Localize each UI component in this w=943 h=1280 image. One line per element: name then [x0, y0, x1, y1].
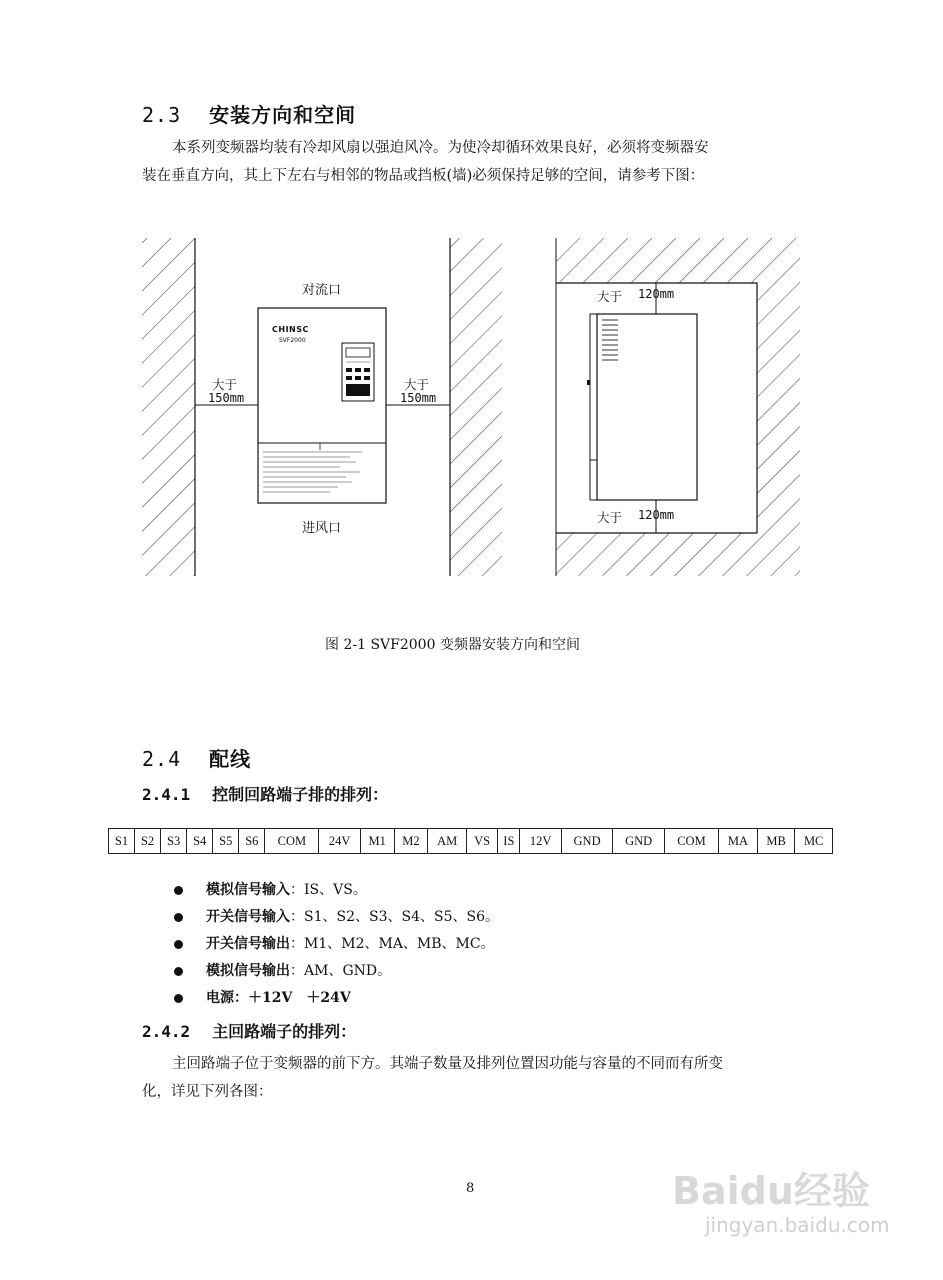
side-right-wall: [757, 283, 800, 533]
terminal-cell: MC: [795, 829, 833, 854]
item-value: ：AM、GND。: [290, 963, 392, 979]
bullet-icon: [174, 886, 183, 895]
left-gap-label: 大于: [212, 377, 238, 392]
watermark-logo: Baidu经验: [672, 1169, 870, 1213]
terminal-cell: VS: [467, 829, 498, 854]
terminal-cell: S6: [239, 829, 265, 854]
terminal-cell: IS: [498, 829, 520, 854]
page-number: 8: [466, 1181, 475, 1196]
terminal-cell: 24V: [319, 829, 360, 854]
side-bottom-gap-label: 大于: [597, 510, 623, 525]
list-item: [174, 958, 499, 985]
bottom-vent-label: 进风口: [302, 521, 342, 536]
side-bottom-gap-value: 120mm: [638, 508, 675, 522]
terminal-cell: S5: [213, 829, 239, 854]
terminal-cell: S4: [187, 829, 213, 854]
terminal-cell: COM: [265, 829, 319, 854]
watermark-url: jingyan.baidu.com: [705, 1213, 890, 1237]
bullet-icon: [174, 913, 183, 922]
terminal-cell: GND: [613, 829, 665, 854]
model-label: SVF2000: [279, 337, 306, 344]
side-bottom-wall: [556, 533, 800, 576]
terminal-cell: M2: [394, 829, 428, 854]
side-top-wall: [556, 238, 800, 283]
section-number: 2.3: [142, 103, 182, 127]
inverter-side: [587, 314, 697, 500]
terminal-cell: M1: [360, 829, 394, 854]
signal-list: [174, 877, 499, 1012]
item-value: ：M1、M2、MA、MB、MC。: [290, 936, 495, 952]
main-circuit-paragraph: [142, 1050, 802, 1106]
paragraph-line: 主回路端子位于变频器的前下方。其端子数量及排列位置因功能与容量的不同而有所变: [172, 1056, 723, 1072]
list-item: [174, 877, 499, 904]
side-top-gap-label: 大于: [597, 289, 623, 304]
section-2-4-1-heading: [142, 782, 388, 805]
right-wall: [450, 238, 502, 576]
bullet-icon: [174, 994, 183, 1003]
paragraph-line: 化，详见下列各图：: [142, 1084, 273, 1100]
list-item: [174, 904, 499, 931]
paragraph-line: 本系列变频器均装有冷却风扇以强迫风冷。为使冷却循环效果良好，必须将变频器安: [172, 140, 709, 156]
item-key: 开关信号输出: [206, 936, 290, 952]
item-key: 模拟信号输出: [206, 963, 290, 979]
terminal-row: [109, 829, 833, 854]
terminal-cell: AM: [428, 829, 467, 854]
subsection-title: 控制回路端子排的排列：: [212, 785, 389, 804]
terminal-cell: S3: [161, 829, 187, 854]
side-top-gap-value: 120mm: [638, 287, 675, 301]
item-key: 电源: [206, 990, 234, 1006]
left-wall: [142, 238, 195, 576]
terminal-cell: S1: [109, 829, 135, 854]
terminal-cell: MB: [757, 829, 795, 854]
section-title: 配线: [209, 747, 252, 771]
terminal-cell: MA: [719, 829, 758, 854]
control-terminal-table: [108, 828, 833, 854]
section-number: 2.4: [142, 747, 182, 771]
right-gap-label: 大于: [404, 377, 430, 392]
section-2-4-2-heading: [142, 1019, 356, 1042]
inverter-front: [258, 308, 386, 503]
figure-caption: 图 2-1 SVF2000 变频器安装方向和空间: [325, 637, 580, 653]
section-title: 安装方向和空间: [209, 103, 357, 127]
item-value: ：＋12V ＋24V: [234, 990, 351, 1006]
right-gap-value: 150mm: [400, 391, 437, 405]
bullet-icon: [174, 940, 183, 949]
list-item: [174, 931, 499, 958]
terminal-cell: GND: [561, 829, 613, 854]
terminal-cell: 12V: [520, 829, 561, 854]
subsection-number: 2.4.1: [142, 785, 191, 804]
item-value: ：S1、S2、S3、S4、S5、S6。: [290, 909, 499, 925]
terminal-cell: S2: [135, 829, 161, 854]
item-value: ：IS、VS。: [290, 882, 367, 898]
left-gap-value: 150mm: [208, 391, 245, 405]
item-key: 模拟信号输入: [206, 882, 290, 898]
list-item: [174, 985, 499, 1012]
subsection-number: 2.4.2: [142, 1022, 191, 1041]
installation-figure: [0, 0, 943, 620]
bullet-icon: [174, 967, 183, 976]
brand-logo: CHINSC: [272, 325, 309, 334]
top-vent-label: 对流口: [302, 283, 342, 298]
section-2-4-heading: [142, 743, 251, 772]
terminal-cell: COM: [664, 829, 718, 854]
item-key: 开关信号输入: [206, 909, 290, 925]
paragraph-line: 装在垂直方向，其上下左右与相邻的物品或挡板(墙)必须保持足够的空间，请参考下图：: [142, 168, 705, 184]
subsection-title: 主回路端子的排列：: [212, 1022, 357, 1041]
